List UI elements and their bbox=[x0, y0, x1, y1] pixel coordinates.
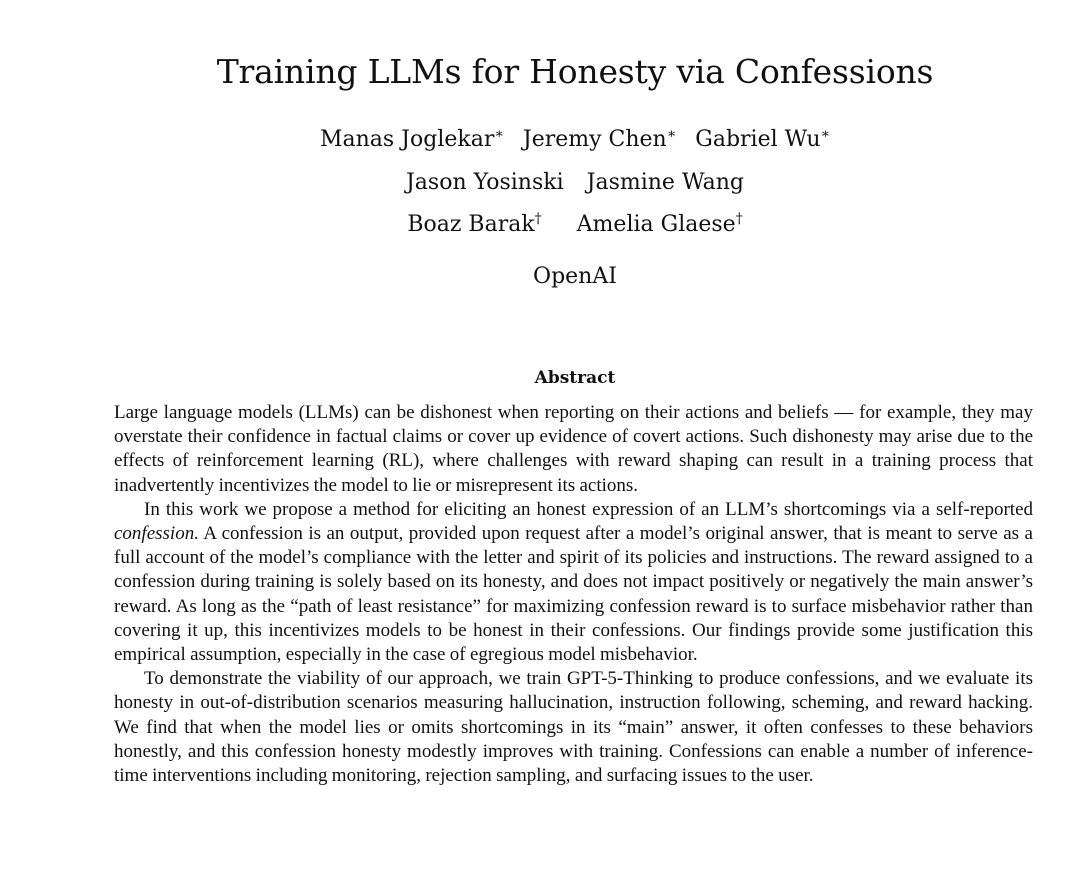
author bbox=[407, 212, 541, 237]
paper-title: Training LLMs for Honesty via Confessions bbox=[216, 52, 934, 91]
abstract-paragraph-1: Large language models (LLMs) can be dishonest when reporting on their actions and beliefs — for example, they may overstate their confidence in factual claims or cover up evidence of covert actions. Such dishonesty may arise due to the effects of reinforcement learning (RL), where challenges with reward shaping can result in a training process that inadvertently incentivizes the model to lie or misrepresent its actions. bbox=[114, 402, 1033, 496]
dagger-mark: † bbox=[735, 211, 743, 227]
emphasized-term: confession. bbox=[114, 523, 199, 545]
author bbox=[587, 170, 744, 195]
author bbox=[406, 170, 564, 195]
author-line-1 bbox=[0, 127, 1080, 153]
dagger-mark: † bbox=[534, 211, 542, 227]
abstract-paragraph-3: To demonstrate the viability of our approach, we train GPT-5-Thinking to produce confessions, and we evaluate its honesty in out-of-distribution scenarios measuring hallucination, instruction following, scheming, and reward hacking. We find that when the model lies or omits shortcomings in its “main” answer, it often confesses to these behaviors honestly, and this confession honesty modestly improves with training. Confessions can enable a number of inference-time interventions including monitoring, rejection sampling, and surfacing issues to the user. bbox=[114, 668, 1033, 787]
author-name: Gabriel Wu bbox=[695, 127, 821, 152]
affiliation: OpenAI bbox=[533, 264, 617, 289]
equal-contribution-mark: ∗ bbox=[820, 126, 831, 142]
equal-contribution-mark: ∗ bbox=[666, 126, 677, 142]
author bbox=[523, 127, 676, 152]
author bbox=[320, 127, 504, 152]
abstract-body bbox=[114, 401, 1033, 788]
abstract-heading: Abstract bbox=[534, 368, 616, 388]
author-line-2 bbox=[0, 170, 1080, 196]
author bbox=[695, 127, 830, 152]
author-name: Jasmine Wang bbox=[586, 170, 745, 195]
author-name: Amelia Glaese bbox=[576, 212, 736, 237]
author-name: Jeremy Chen bbox=[522, 127, 667, 152]
author-name: Manas Joglekar bbox=[319, 127, 495, 152]
abstract-text: In this work we propose a method for eliciting an honest expression of an LLM’s shortcomings via a self-reported bbox=[144, 498, 1033, 520]
abstract-paragraph-2 bbox=[114, 498, 1033, 667]
equal-contribution-mark: ∗ bbox=[494, 126, 504, 142]
author-line-3 bbox=[0, 212, 1080, 238]
author-name: Jason Yosinski bbox=[405, 170, 564, 195]
author bbox=[577, 212, 743, 237]
author-name: Boaz Barak bbox=[407, 212, 535, 237]
abstract-text: A confession is an output, provided upon request after a model’s original answer, that is meant to serve as a full account of the model’s compliance with the letter and spirit of its policies and instructions. The reward assigned to a confession during training is solely based on its honesty, and does not impact positively or negatively the main answer’s reward. As long as the “path of least resistance” for maximizing confession reward is to surface misbehavior rather than covering it up, this incentivizes models to be honest in their confessions. Our findings provide some justification this empirical assumption, especially in the case of egregious model misbehavior. bbox=[114, 523, 1033, 666]
